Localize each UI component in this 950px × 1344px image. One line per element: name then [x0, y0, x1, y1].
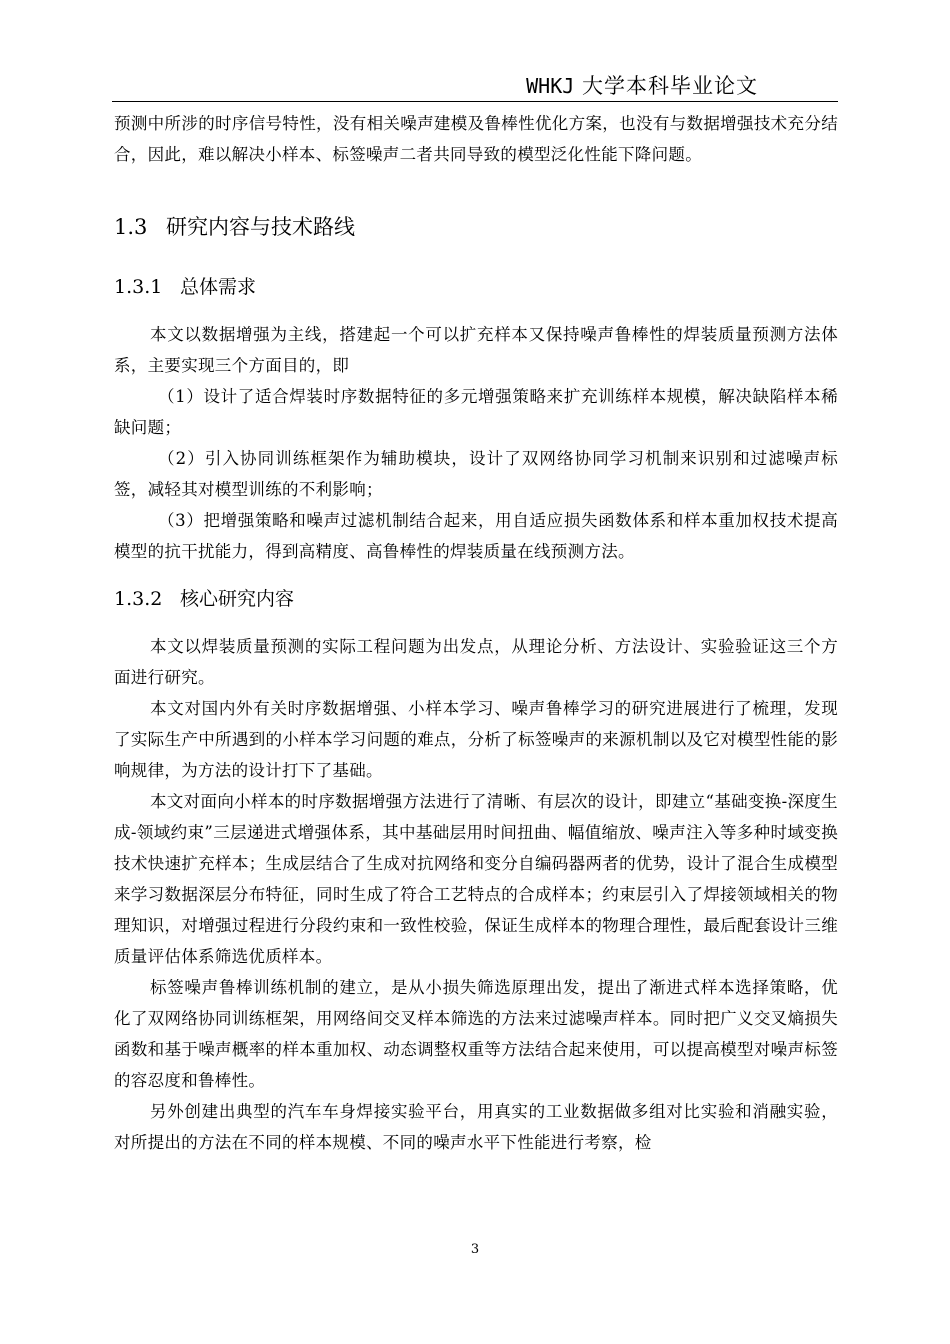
section-title: 研究内容与技术路线 — [166, 215, 355, 239]
paragraph: 本文对面向小样本的时序数据增强方法进行了清晰、有层次的设计，即建立“基础变换-深度生成-领域约束”三层递进式增强体系，其中基础层用时间扭曲、幅值缩放、噪声注入等多种时域变换技术快速扩充样本；生成层结合了生成对抗网络和变分自编码器两者的优势，设计了混合生成模型来学习数据深层分布特征，同时生成了符合工艺特点的合成样本；约束层引入了焊接领域相关的物理知识，对增强过程进行分段约束和一致性校验，保证生成样本的物理合理性，最后配套设计三维质量评估体系筛选优质样本。 — [114, 792, 838, 966]
header-title — [526, 70, 758, 100]
page-body — [114, 108, 838, 1158]
section-heading — [114, 207, 838, 247]
page-header — [112, 68, 838, 102]
subsection-title-2: 核心研究内容 — [180, 588, 295, 610]
subsection-title-1: 总体需求 — [180, 276, 257, 298]
header-title-text: 大学本科毕业论文 — [582, 74, 758, 98]
subsection-number-2: 1.3.2 — [114, 588, 163, 610]
list-item: （2）引入协同训练框架作为辅助模块，设计了双网络协同学习机制来识别和过滤噪声标签，减轻其对模型训练的不利影响； — [114, 449, 838, 499]
paragraph: 标签噪声鲁棒训练机制的建立，是从小损失筛选原理出发，提出了渐进式样本选择策略，优化了双网络协同训练框架，用网络间交叉样本筛选的方法来过滤噪声样本。同时把广义交叉熵损失函数和基于噪声概率的样本重加权、动态调整权重等方法结合起来使用，可以提高模型对噪声标签的容忍度和鲁棒性。 — [114, 978, 838, 1090]
paragraph-continued: 预测中所涉的时序信号特性，没有相关噪声建模及鲁棒性优化方案，也没有与数据增强技术充分结合，因此，难以解决小样本、标签噪声二者共同导致的模型泛化性能下降问题。 — [114, 114, 838, 164]
paragraph: 本文对国内外有关时序数据增强、小样本学习、噪声鲁棒学习的研究进展进行了梳理，发现了实际生产中所遇到的小样本学习问题的难点，分析了标签噪声的来源机制以及它对模型性能的影响规律，为方法的设计打下了基础。 — [114, 699, 838, 780]
list-item: （1）设计了适合焊装时序数据特征的多元增强策略来扩充训练样本规模，解决缺陷样本稀缺问题； — [114, 387, 838, 437]
subsection-heading-2 — [114, 573, 838, 625]
page-number: 3 — [470, 1242, 480, 1257]
paragraph: 本文以数据增强为主线，搭建起一个可以扩充样本又保持噪声鲁棒性的焊装质量预测方法体系，主要实现三个方面目的，即 — [114, 325, 838, 375]
header-latin: WHKJ — [526, 74, 575, 98]
list-item: （3）把增强策略和噪声过滤机制结合起来，用自适应损失函数体系和样本重加权技术提高模型的抗干扰能力，得到高精度、高鲁棒性的焊装质量在线预测方法。 — [114, 511, 838, 561]
paragraph: 另外创建出典型的汽车车身焊接实验平台，用真实的工业数据做多组对比实验和消融实验，对所提出的方法在不同的样本规模、不同的噪声水平下性能进行考察，检 — [114, 1102, 838, 1152]
subsection-number-1: 1.3.1 — [114, 276, 163, 298]
subsection-heading-1 — [114, 261, 838, 313]
paragraph: 本文以焊装质量预测的实际工程问题为出发点，从理论分析、方法设计、实验验证这三个方面进行研究。 — [114, 637, 838, 687]
section-number: 1.3 — [114, 215, 148, 239]
